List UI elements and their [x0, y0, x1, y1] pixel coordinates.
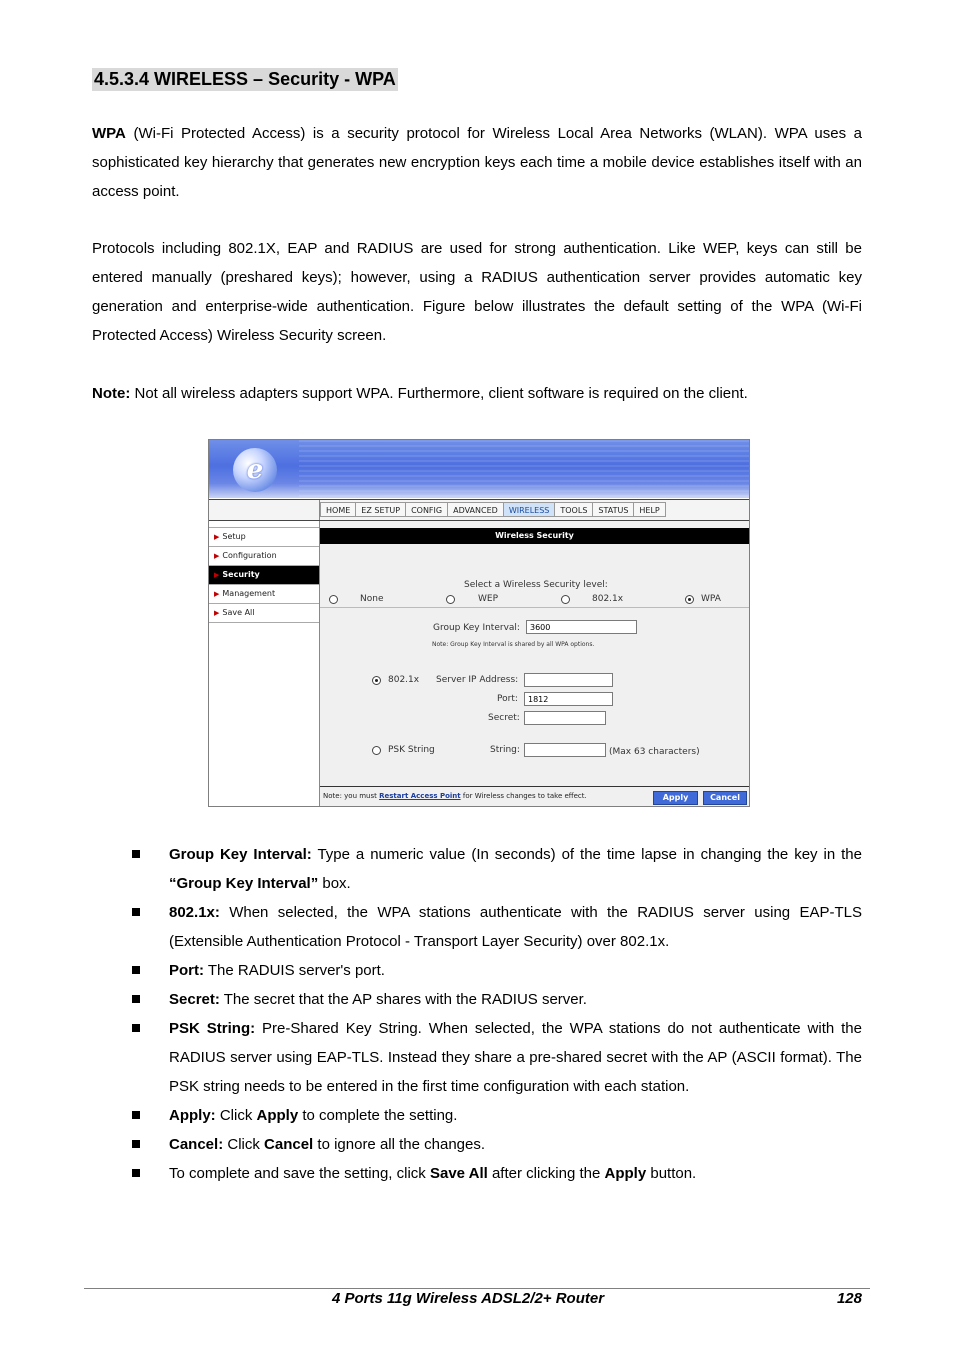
nav-spacer [209, 500, 320, 520]
bullet-term: PSK String: [169, 1020, 256, 1037]
intro-term: WPA [92, 125, 126, 142]
restart-note-post: for Wireless changes to take effect. [460, 792, 587, 800]
list-item [130, 1101, 862, 1130]
square-bullet-icon [132, 1140, 140, 1148]
sidebar-item-label: Security [222, 570, 260, 579]
bullet-text: To complete and save the setting, click [169, 1165, 430, 1182]
square-bullet-icon [132, 1111, 140, 1119]
bullet-emphasis: Cancel [264, 1136, 314, 1153]
bullet-emphasis: Apply [256, 1107, 299, 1124]
nav-tab-wireless[interactable]: WIRELESS [504, 502, 556, 517]
bullet-text-end: button. [646, 1165, 697, 1182]
bullet-text: Click [223, 1136, 265, 1153]
radio-wep-label: WEP [478, 594, 499, 604]
bullet-term: 802.1x: [169, 904, 220, 921]
level-divider [320, 607, 749, 608]
nav-tabs [320, 502, 666, 518]
radio-wpa-label: WPA [701, 594, 721, 604]
bullet-emphasis-2: Apply [604, 1165, 647, 1182]
bullet-term: Secret: [169, 991, 220, 1008]
group-key-note: Note: Group Key Interval is shared by all WPA options. [432, 641, 595, 648]
sidebar-item-management[interactable] [209, 585, 319, 604]
security-level-prompt: Select a Wireless Security level: [464, 580, 608, 590]
secret-label: Secret: [488, 713, 520, 723]
square-bullet-icon [132, 850, 140, 858]
bullet-text: When selected, the WPA stations authenticate with the RADIUS server using EAP-TLS (Extensible Authentication Protocol - Transport Layer Security) over 802.1x. [169, 904, 862, 950]
bullet-term: Cancel: [169, 1136, 224, 1153]
triangle-right-icon: ▶ [214, 533, 220, 541]
bullet-emphasis: “Group Key Interval” [169, 875, 319, 892]
triangle-right-icon: ▶ [214, 552, 220, 560]
list-item [130, 1159, 862, 1188]
radio-none-label: None [360, 594, 384, 604]
nav-tab-config[interactable]: CONFIG [406, 502, 448, 517]
top-navigation [209, 499, 749, 521]
note-paragraph [92, 379, 862, 408]
bullet-term: Port: [169, 962, 204, 979]
nav-tab-home[interactable]: HOME [320, 502, 356, 517]
secret-field[interactable] [524, 711, 606, 725]
radio-mode-psk[interactable] [372, 746, 381, 755]
group-key-interval-field[interactable]: 3600 [526, 620, 637, 634]
field-descriptions [130, 840, 862, 1188]
wireless-security-screenshot [208, 439, 750, 807]
psk-max-chars: (Max 63 characters) [609, 747, 700, 757]
sidebar-item-label: Management [222, 589, 276, 598]
bullet-emphasis: Save All [429, 1165, 488, 1182]
radio-8021x[interactable] [561, 595, 570, 604]
server-ip-field[interactable] [524, 673, 613, 687]
panel-title: Wireless Security [320, 528, 749, 544]
sidebar-item-save-all[interactable] [209, 604, 319, 623]
square-bullet-icon [132, 1024, 140, 1032]
nav-tab-help[interactable]: HELP [634, 502, 665, 517]
radio-none[interactable] [329, 595, 338, 604]
group-key-label: Group Key Interval: [433, 623, 520, 633]
panel-footer [320, 786, 749, 807]
radio-wep[interactable] [446, 595, 455, 604]
nav-tab-tools[interactable]: TOOLS [555, 502, 593, 517]
psk-string-label: String: [490, 745, 520, 755]
restart-note-pre: Note: you must [323, 792, 380, 800]
note-label: Note: [92, 385, 131, 402]
nav-tab-advanced[interactable]: ADVANCED [448, 502, 504, 517]
apply-button[interactable]: Apply [653, 791, 698, 805]
footer-product-title: 4 Ports 11g Wireless ADSL2/2+ Router [332, 1290, 605, 1307]
bullet-term: Apply: [169, 1107, 216, 1124]
restart-note [323, 792, 587, 800]
square-bullet-icon [132, 995, 140, 1003]
list-item [130, 898, 862, 956]
footer-divider [84, 1288, 870, 1289]
section-heading: 4.5.3.4 WIRELESS – Security - WPA [94, 69, 396, 89]
brand-logo: e [233, 448, 277, 492]
sidebar-item-setup[interactable] [209, 528, 319, 547]
bullet-text-end: to complete the setting. [298, 1107, 458, 1124]
triangle-right-icon: ▶ [214, 609, 220, 617]
mode-psk-label: PSK String [388, 745, 435, 755]
bullet-text: Click [215, 1107, 257, 1124]
bullet-text-end: to ignore all the changes. [313, 1136, 486, 1153]
list-item [130, 1014, 862, 1101]
sidebar-top-divider [209, 521, 319, 528]
note-text: Not all wireless adapters support WPA. Furthermore, client software is required on the client. [130, 385, 748, 402]
page-number: 128 [836, 1290, 862, 1307]
bullet-text: Pre-Shared Key String. When selected, the WPA stations do not authenticate with the RADIUS server using EAP-TLS. Instead they share a pre-shared secret with the AP (ASCII format). The PSK string needs to be entered in the first time configuration with each station. [169, 1020, 862, 1095]
bullet-text-mid: after clicking the [487, 1165, 605, 1182]
radio-mode-8021x[interactable] [372, 676, 381, 685]
port-field[interactable]: 1812 [524, 692, 613, 706]
sidebar-item-label: Setup [222, 532, 246, 541]
bullet-text-end: box. [318, 875, 351, 892]
sidebar-item-security[interactable] [209, 566, 319, 585]
list-item [130, 1130, 862, 1159]
radio-wpa[interactable] [685, 595, 694, 604]
nav-tab-status[interactable]: STATUS [593, 502, 634, 517]
port-label: Port: [497, 694, 518, 704]
router-banner [209, 440, 749, 498]
list-item [130, 840, 862, 898]
nav-tab-ez-setup[interactable]: EZ SETUP [356, 502, 406, 517]
bullet-text: The secret that the AP shares with the RADIUS server. [219, 991, 587, 1008]
wireless-security-panel [320, 521, 749, 806]
bullet-text: Type a numeric value (In seconds) of the time lapse in changing the key in the [311, 846, 862, 863]
bullet-text: The RADUIS server's port. [204, 962, 385, 979]
square-bullet-icon [132, 1169, 140, 1177]
mode-8021x-label: 802.1x [388, 675, 420, 685]
triangle-right-icon: ▶ [214, 590, 220, 598]
cancel-button[interactable]: Cancel [703, 791, 747, 805]
restart-access-point-link[interactable]: Restart Access Point [379, 792, 461, 800]
radio-8021x-label: 802.1x [592, 594, 624, 604]
intro-text: (Wi-Fi Protected Access) is a security protocol for Wireless Local Area Networks (WLAN). WPA uses a sophisticated key hierarchy that generates new encryption keys each time a mobile device establishes itself with an access point. [92, 125, 862, 200]
banner-stripes [299, 440, 749, 498]
square-bullet-icon [132, 908, 140, 916]
server-ip-label: Server IP Address: [436, 675, 519, 685]
square-bullet-icon [132, 966, 140, 974]
list-item [130, 956, 862, 985]
sidebar-item-configuration[interactable] [209, 547, 319, 566]
intro-paragraph [92, 119, 862, 206]
sidebar-item-label: Save All [222, 608, 255, 617]
protocols-paragraph: Protocols including 802.1X, EAP and RADIUS are used for strong authentication. Like WEP, keys can still be entered manually (preshared keys); however, using a RADIUS authentication server provides automatic key generation and enterprise-wide authentication. Figure below illustrates the default setting of the WPA (Wi-Fi Protected Access) Wireless Security screen. [92, 240, 862, 344]
list-item [130, 985, 862, 1014]
psk-string-field[interactable] [524, 743, 606, 757]
sidebar-item-label: Configuration [222, 551, 277, 560]
triangle-right-icon: ▶ [214, 571, 220, 579]
bullet-term: Group Key Interval: [169, 846, 312, 863]
sidebar-menu [209, 521, 320, 806]
